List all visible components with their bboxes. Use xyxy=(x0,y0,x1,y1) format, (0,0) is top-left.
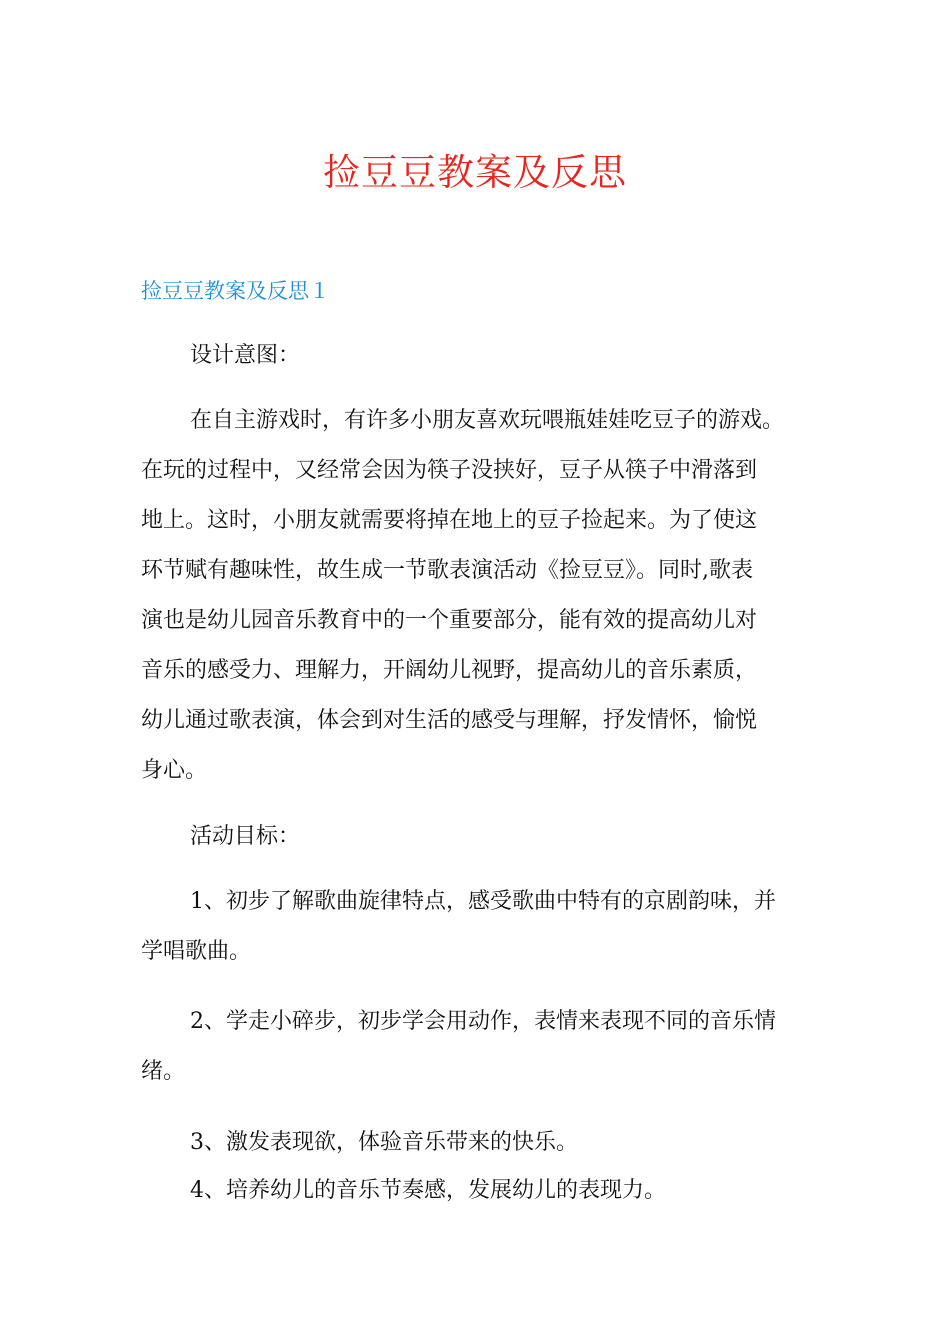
paragraph-line: 音乐的感受力、理解力，开阔幼儿视野，提高幼儿的音乐素质， xyxy=(141,658,758,683)
paragraph-line: 身心。 xyxy=(141,758,208,783)
paragraph-line: 学唱歌曲。 xyxy=(141,939,252,964)
section-heading: 捡豆豆教案及反思１ xyxy=(141,279,330,303)
goal-1-paragraph xyxy=(141,877,821,977)
paragraph-line: 环节赋有趣味性，故生成一节歌表演活动《捡豆豆》。同时,歌表 xyxy=(141,558,753,583)
paragraph-line: 演也是幼儿园音乐教育中的一个重要部分，能有效的提高幼儿对 xyxy=(141,608,758,633)
paragraph-line: 1、初步了解歌曲旋律特点，感受歌曲中特有的京剧韵味，并 xyxy=(190,889,776,914)
document-title: 捡豆豆教案及反思 xyxy=(323,151,627,194)
paragraph-line: 2、学走小碎步，初步学会用动作，表情来表现不同的音乐情 xyxy=(190,1009,776,1034)
design-intent-paragraph xyxy=(141,396,821,796)
goal-2-paragraph xyxy=(141,997,821,1097)
goal-3-line: 3、激发表现欲，体验音乐带来的快乐。 xyxy=(190,1130,578,1155)
goal-4-line: 4、培养幼儿的音乐节奏感，发展幼儿的表现力。 xyxy=(190,1178,666,1203)
paragraph-line: 在自主游戏时，有许多小朋友喜欢玩喂瓶娃娃吃豆子的游戏。 xyxy=(190,408,785,433)
paragraph-line: 幼儿通过歌表演，体会到对生活的感受与理解，抒发情怀，愉悦 xyxy=(141,708,758,733)
paragraph-line: 地上。这时，小朋友就需要将掉在地上的豆子捡起来。为了使这 xyxy=(141,508,758,533)
paragraph-line: 绪。 xyxy=(141,1059,186,1084)
goals-label: 活动目标： xyxy=(190,824,301,849)
design-intent-label: 设计意图： xyxy=(190,343,301,368)
paragraph-line: 在玩的过程中，又经常会因为筷子没挟好，豆子从筷子中滑落到 xyxy=(141,458,758,483)
